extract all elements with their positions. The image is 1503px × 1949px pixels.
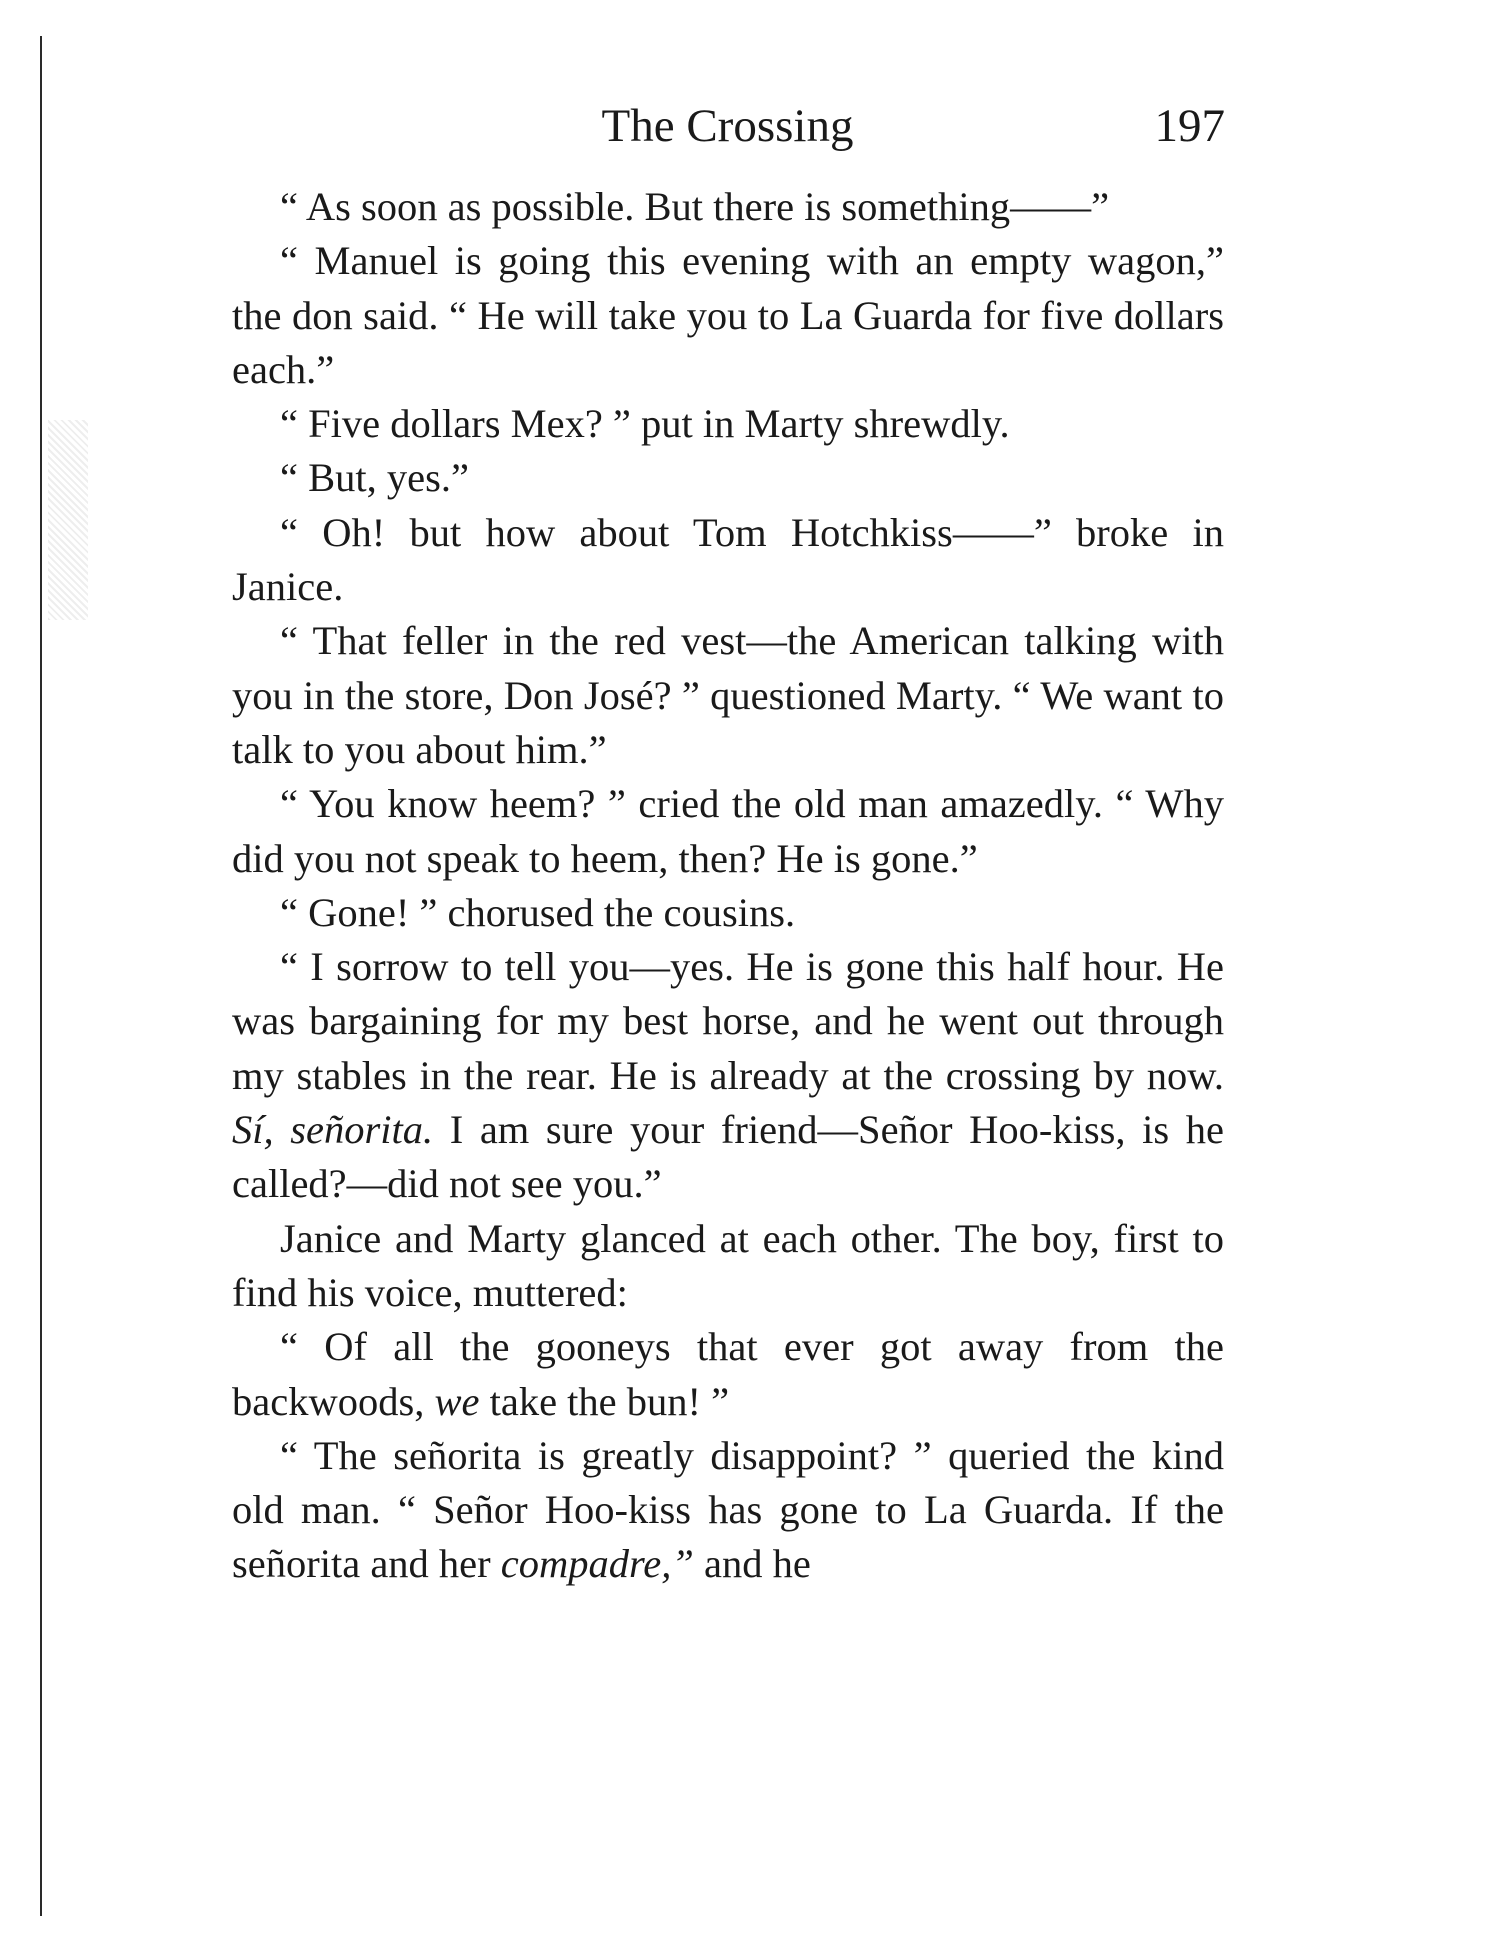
page-number: 197 xyxy=(1154,100,1225,152)
paragraph-12-text: “ The señorita is greatly disappoint? ” queried the kind old man. “ Señor Hoo-kiss has gone to La Guarda. If the señorita and her xyxy=(232,1432,1224,1587)
paragraph-11-tail: take the bun! ” xyxy=(489,1378,730,1424)
chapter-title: The Crossing xyxy=(601,100,854,152)
paragraph-12-tail: and he xyxy=(704,1541,811,1587)
body-text xyxy=(232,180,1224,1592)
paragraph-6: “ That feller in the red vest—the American talking with you in the store, Don José? ” questioned Marty. “ We want to talk to you about him.” xyxy=(232,618,1224,772)
paragraph-9-text: “ I sorrow to tell you—yes. He is gone this half hour. He was bargaining for my best horse, and he went out through my stables in the rear. He is already at the crossing by now. xyxy=(232,944,1224,1098)
paragraph-11-text: “ Of all the gooneys that ever got away from the backwoods, xyxy=(232,1324,1224,1424)
paragraph-4: “ But, yes.” xyxy=(280,455,469,501)
paragraph-9 xyxy=(232,940,1224,1211)
paragraph-9-italic: Sí, señorita. xyxy=(232,1107,434,1153)
binding-speckle-mark xyxy=(48,420,88,620)
paragraph-5: “ Oh! but how about Tom Hotchkiss——” broke in Janice. xyxy=(232,509,1224,610)
paragraph-1: “ As soon as possible. But there is something——” xyxy=(280,184,1110,229)
paragraph-11 xyxy=(232,1320,1224,1429)
paragraph-11-italic: we xyxy=(434,1378,480,1424)
paragraph-7: “ You know heem? ” cried the old man amazedly. “ Why did you not speak to heem, then? He is gone.” xyxy=(232,781,1224,881)
paragraph-12 xyxy=(232,1429,1224,1592)
paragraph-3: “ Five dollars Mex? ” put in Marty shrewdly. xyxy=(280,401,1010,447)
paragraph-9-tail: I am sure your friend—Señor Hoo-kiss, is he called?—did not see you.” xyxy=(232,1107,1224,1207)
paragraph-2: “ Manuel is going this evening with an empty wagon,” the don said. “ He will take you to La Guarda for five dollars each.” xyxy=(232,238,1224,392)
binding-edge-line xyxy=(40,36,42,1916)
paragraph-8: “ Gone! ” chorused the cousins. xyxy=(280,889,796,935)
paragraph-12-italic: compadre,” xyxy=(500,1541,694,1587)
paragraph-10: Janice and Marty glanced at each other. The boy, first to find his voice, muttered: xyxy=(232,1215,1224,1315)
running-header xyxy=(230,96,1225,156)
